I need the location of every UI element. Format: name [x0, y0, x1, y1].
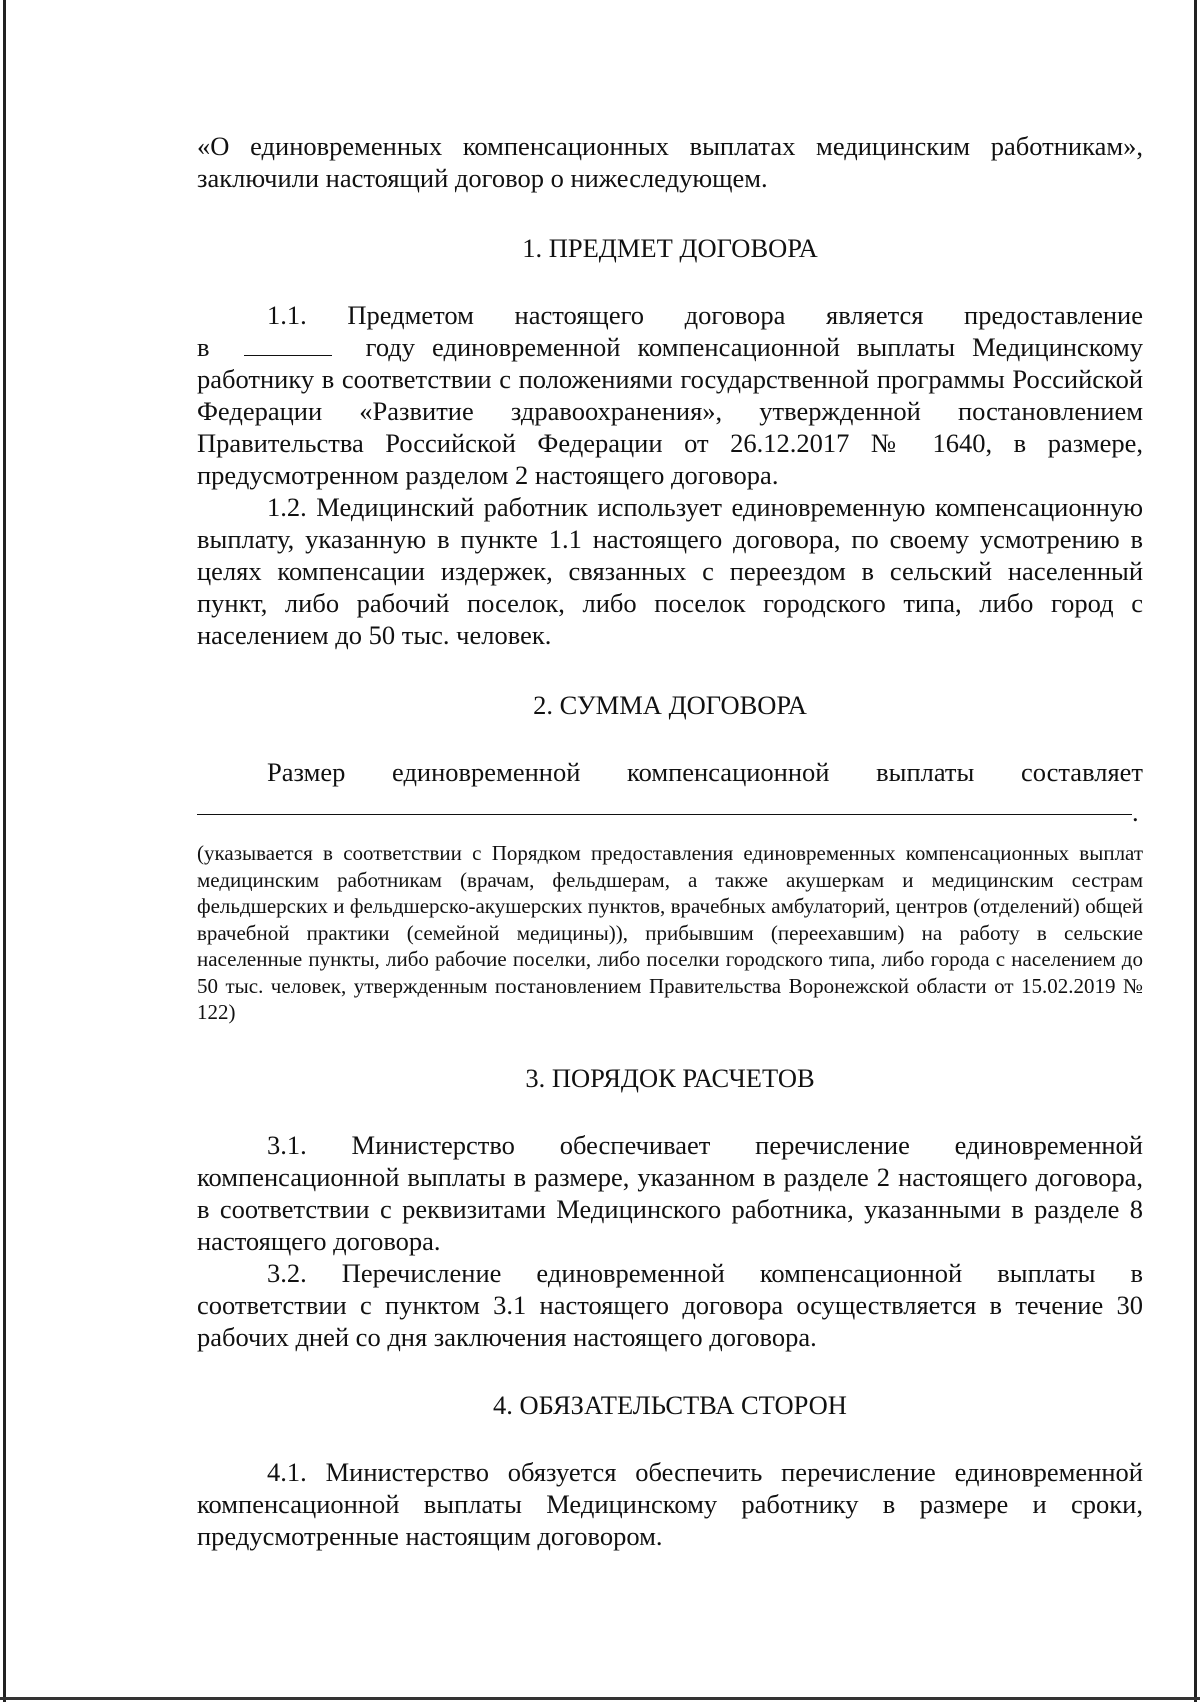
intro-line-2: заключили настоящий договор о нижеследующем. — [197, 163, 768, 193]
scan-border-right — [1194, 0, 1197, 1702]
amount-blank-line[interactable] — [197, 814, 1132, 815]
clause-1-2: 1.2. Медицинский работник использует единовременную компенсационную выплату, указанную в пункте 1.1 настоящего договора, по своему усмотрению в целях компенсации издержек, связанных с переездом в сельский населенный пункт, либо рабочий поселок, либо поселок городского типа, либо город с населением до 50 тыс. человек. — [197, 492, 1143, 650]
scan-border-bottom — [0, 1697, 1200, 1700]
section-4-title: 4. ОБЯЗАТЕЛЬСТВА СТОРОН — [493, 1389, 847, 1420]
year-blank-field[interactable] — [244, 333, 332, 356]
amount-fill-row — [197, 788, 1143, 828]
document-page — [197, 130, 1143, 1552]
section-1-title: 1. ПРЕДМЕТ ДОГОВОРА — [522, 233, 818, 263]
section-3-title: 3. ПОРЯДОК РАСЧЕТОВ — [525, 1062, 815, 1093]
section-2-note: (указывается в соответствии с Порядком предоставления единовременных компенсационных выплат медицинским работникам (врачам, фельдшерам, а также акушеркам и медицинским сестрам фельдшерских и фельдшерско-акушерских пунктов, врачебных амбулаторий, центров (отделений) общей врачебной практики (семейной медицины)), прибывшим (переехавшим) на работу в сельские населенные пункты, либо рабочие поселки, либо поселки городского типа, либо города с населением до 50 тыс. человек, утвержденным постановлением Правительства Воронежской области от 15.02.2019 № 122) — [197, 841, 1143, 1024]
amount-line-period: . — [1132, 797, 1139, 827]
clause-1-1-line-1: 1.1. Предметом настоящего договора является предоставление — [267, 300, 1143, 330]
clause-1-1-text: году единовременной компенсационной выплаты Медицинскому работнику в соответствии с положениями государственной программы Российской Федерации «Развитие здравоохранения», утвержденной постановлением Правительства Российской Федерации от 26.12.2017 № 1640, в размере, предусмотренном разделом 2 настоящего договора. — [197, 332, 1143, 490]
intro-line-1: «О единовременных компенсационных выплатах медицинским работникам», — [197, 131, 1143, 161]
clause-3-2: 3.2. Перечисление единовременной компенсационной выплаты в соответствии с пунктом 3.1 настоящего договора осуществляется в течение 30 рабочих дней со дня заключения настоящего договора. — [197, 1257, 1143, 1352]
clause-1-1-in: в — [197, 332, 210, 362]
scan-border-left — [3, 0, 6, 1702]
section-2-title: 2. СУММА ДОГОВОРА — [533, 690, 807, 720]
clause-1-1-body — [197, 331, 1143, 491]
clause-4-1: 4.1. Министерство обязуется обеспечить перечисление единовременной компенсационной выплаты Медицинскому работнику в размере и сроки, предусмотренные настоящим договором. — [197, 1456, 1143, 1551]
section-2-amount-text: Размер единовременной компенсационной выплаты составляет — [267, 757, 1143, 787]
clause-3-1: 3.1. Министерство обеспечивает перечисление единовременной компенсационной выплаты в размере, указанном в разделе 2 настоящего договора, в соответствии с реквизитами Медицинского работника, указанными в разделе 8 настоящего договора. — [197, 1129, 1143, 1256]
